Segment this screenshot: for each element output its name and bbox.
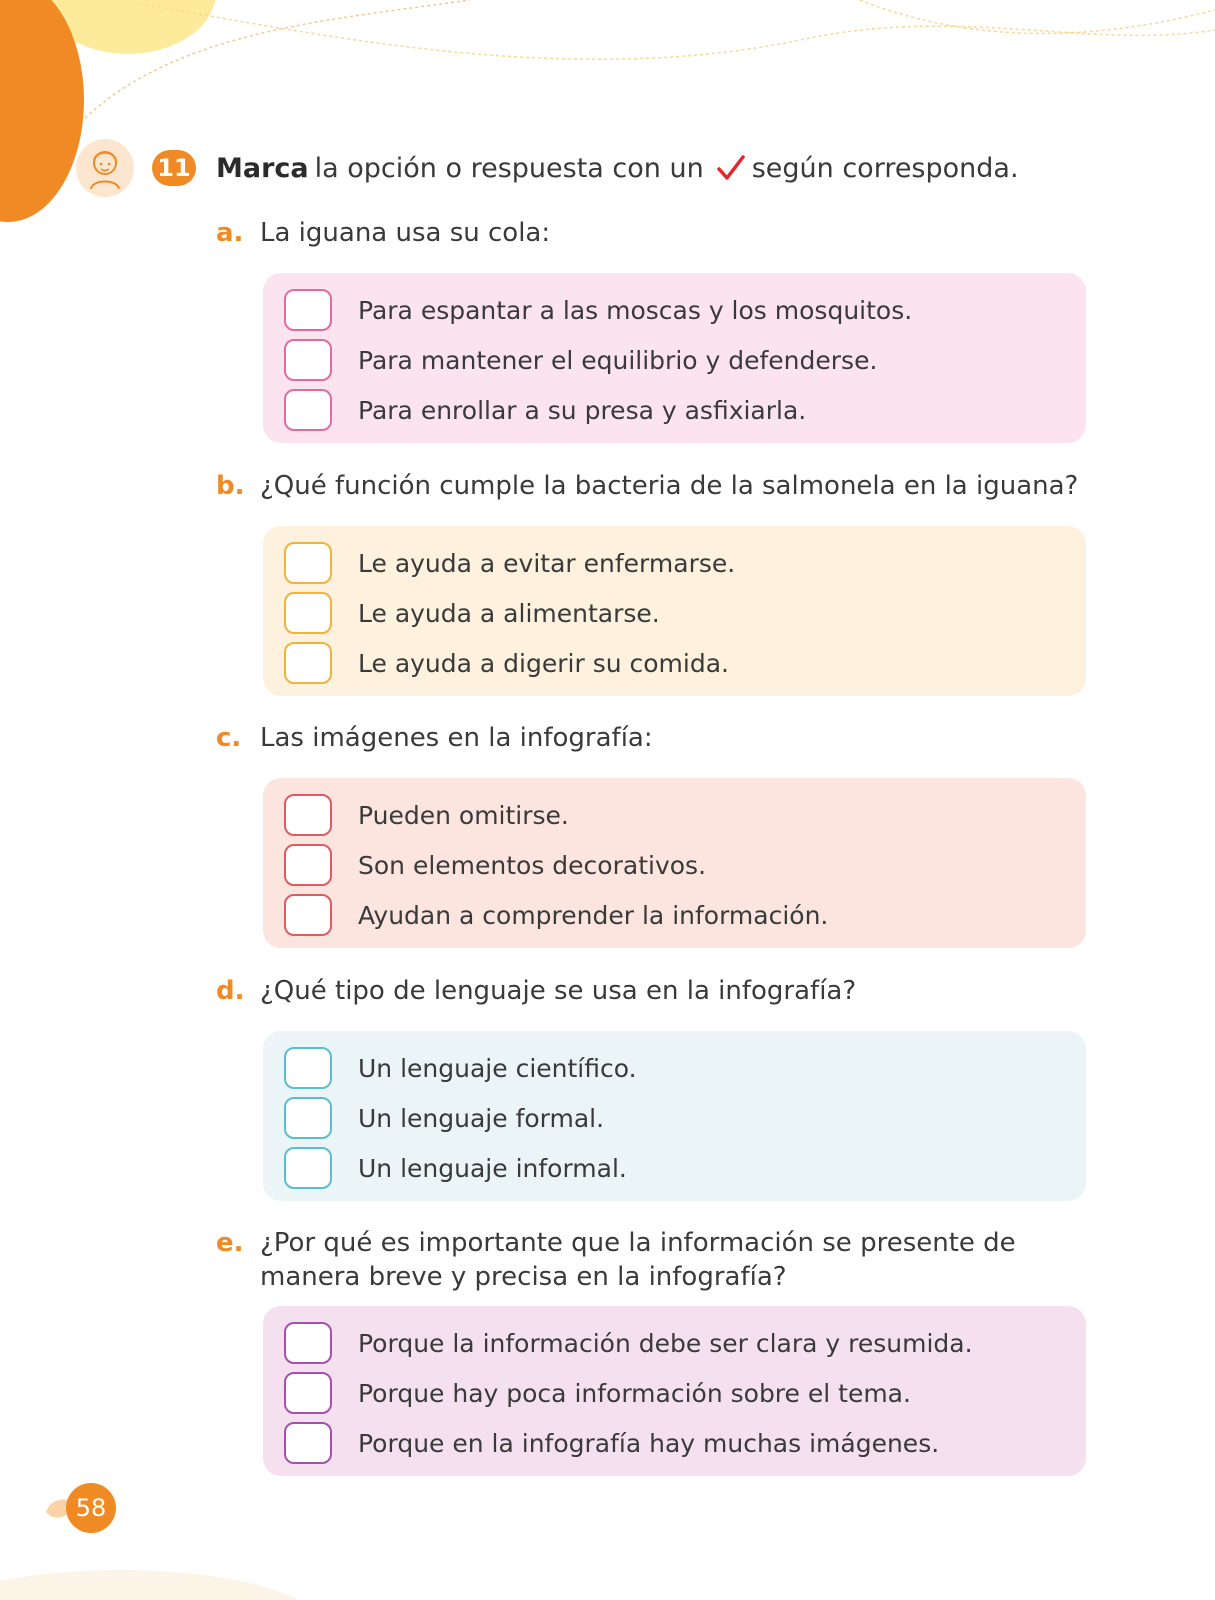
answer-checkbox[interactable] <box>284 844 332 886</box>
option-row <box>263 1418 1086 1468</box>
answer-checkbox[interactable] <box>284 1422 332 1464</box>
option-text: Un lenguaje científico. <box>358 1053 637 1083</box>
option-row <box>263 335 1086 385</box>
option-row <box>263 385 1086 435</box>
instruction-end: según corresponda. <box>751 152 1019 184</box>
options-box-d <box>263 1031 1086 1201</box>
option-row <box>263 588 1086 638</box>
answer-checkbox[interactable] <box>284 794 332 836</box>
question-text: ¿Qué función cumple la bacteria de la salmonela en la iguana? <box>260 471 1079 501</box>
activity-header <box>76 138 1019 198</box>
option-text: Le ayuda a evitar enfermarse. <box>358 548 736 578</box>
option-row <box>263 638 1086 688</box>
option-row <box>263 890 1086 940</box>
answer-checkbox[interactable] <box>284 289 332 331</box>
answer-checkbox[interactable] <box>284 542 332 584</box>
question-letter: c. <box>216 723 242 753</box>
question-d <box>216 974 1116 1008</box>
option-text: Porque la información debe ser clara y resumida. <box>358 1328 973 1358</box>
option-row <box>263 840 1086 890</box>
question-text: ¿Qué tipo de lenguaje se usa en la infografía? <box>260 976 857 1006</box>
option-row <box>263 538 1086 588</box>
page-number: 58 <box>66 1483 116 1533</box>
option-row <box>263 1093 1086 1143</box>
question-letter: a. <box>216 218 244 248</box>
option-row <box>263 1368 1086 1418</box>
options-box-e <box>263 1306 1086 1476</box>
answer-checkbox[interactable] <box>284 339 332 381</box>
option-text: Para espantar a las moscas y los mosquitos. <box>358 295 913 325</box>
answer-checkbox[interactable] <box>284 1372 332 1414</box>
answer-checkbox[interactable] <box>284 1097 332 1139</box>
question-text: La iguana usa su cola: <box>260 218 551 248</box>
answer-checkbox[interactable] <box>284 1147 332 1189</box>
options-box-a <box>263 273 1086 443</box>
options-box-b <box>263 526 1086 696</box>
question-a <box>216 216 1116 250</box>
answer-checkbox[interactable] <box>284 592 332 634</box>
question-c <box>216 721 1116 755</box>
question-b <box>216 469 1116 503</box>
answer-checkbox[interactable] <box>284 894 332 936</box>
option-row <box>263 285 1086 335</box>
checkmark-icon <box>716 153 746 183</box>
answer-checkbox[interactable] <box>284 1047 332 1089</box>
option-row <box>263 790 1086 840</box>
question-letter: d. <box>216 976 245 1006</box>
option-text: Le ayuda a digerir su comida. <box>358 648 729 678</box>
option-text: Ayudan a comprender la información. <box>358 900 829 930</box>
option-text: Un lenguaje formal. <box>358 1103 605 1133</box>
instruction-mid: la opción o respuesta con un <box>314 152 704 184</box>
option-text: Porque en la infografía hay muchas imágenes. <box>358 1428 940 1458</box>
instruction-bold: Marca <box>216 152 309 184</box>
activity-number-badge: 11 <box>152 150 196 186</box>
option-row <box>263 1043 1086 1093</box>
question-letter: e. <box>216 1228 244 1258</box>
answer-checkbox[interactable] <box>284 389 332 431</box>
question-letter: b. <box>216 471 245 501</box>
option-text: Pueden omitirse. <box>358 800 569 830</box>
answer-checkbox[interactable] <box>284 1322 332 1364</box>
option-row <box>263 1318 1086 1368</box>
student-avatar-icon <box>76 139 134 197</box>
option-row <box>263 1143 1086 1193</box>
option-text: Para mantener el equilibrio y defenderse. <box>358 345 878 375</box>
question-text: Las imágenes en la infografía: <box>260 723 653 753</box>
activity-instruction <box>216 153 1019 184</box>
option-text: Son elementos decorativos. <box>358 850 707 880</box>
question-e <box>216 1226 1116 1294</box>
question-text: ¿Por qué es importante que la información se presente de manera breve y precisa en la infografía? <box>260 1228 1016 1292</box>
option-text: Un lenguaje informal. <box>358 1153 627 1183</box>
option-text: Porque hay poca información sobre el tema. <box>358 1378 911 1408</box>
answer-checkbox[interactable] <box>284 642 332 684</box>
option-text: Para enrollar a su presa y asfixiarla. <box>358 395 807 425</box>
option-text: Le ayuda a alimentarse. <box>358 598 660 628</box>
options-box-c <box>263 778 1086 948</box>
